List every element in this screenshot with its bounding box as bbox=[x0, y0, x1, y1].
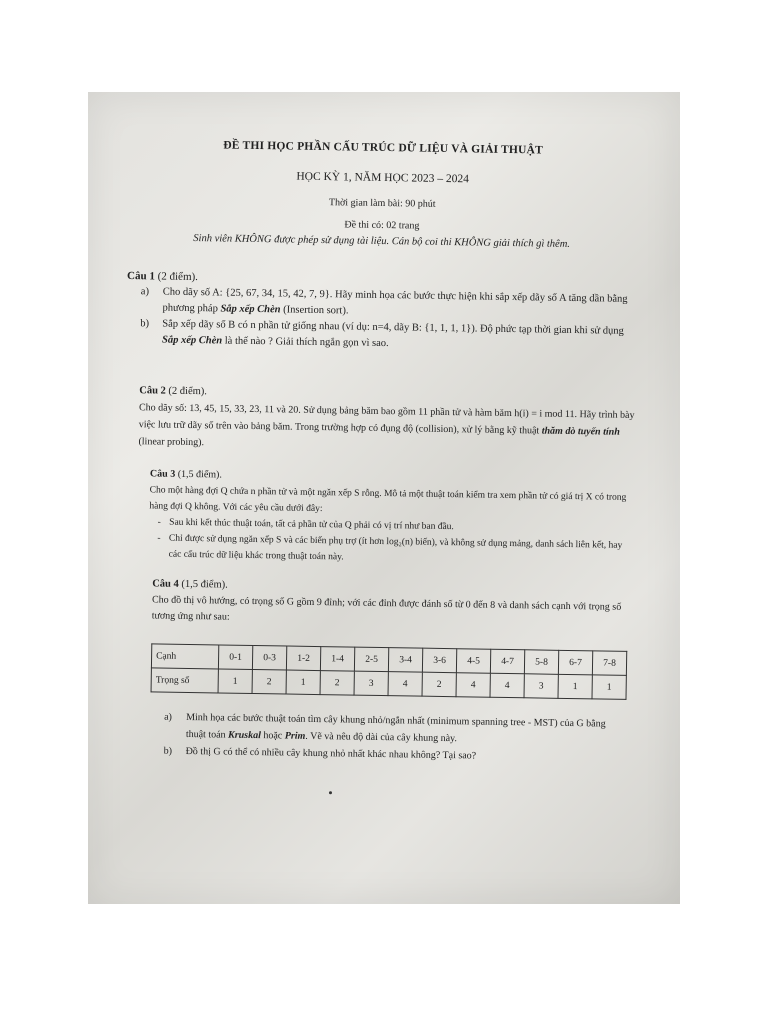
question-3-bullet: - Chỉ được sử dụng ngăn xếp S và các biến phụ trợ (ít hơn log₂(n) biến), và không sử dụng mảng, danh sách liên kết, hay các cấu trúc dữ liệu khác trong thuật toán này. bbox=[149, 530, 633, 570]
edge-cell: 4-5 bbox=[456, 649, 490, 674]
weight-cell: 1 bbox=[592, 675, 626, 700]
question-4b-text: Đồ thị G có thể có nhiều cây khung nhỏ nhất khác nhau không? Tại sao? bbox=[185, 745, 477, 762]
question-4a-prim: Prim bbox=[284, 730, 306, 742]
exam-semester: HỌC KỲ 1, NĂM HỌC 2023 – 2024 bbox=[296, 170, 469, 186]
question-3-points: (1,5 điểm). bbox=[177, 468, 223, 481]
exam-sheet bbox=[88, 92, 680, 904]
question-2-text-end: (linear probing). bbox=[138, 436, 205, 449]
exam-photo bbox=[88, 92, 680, 904]
question-3-label: Câu 3 bbox=[149, 468, 176, 480]
edge-cell: 4-7 bbox=[490, 649, 524, 674]
exam-duration: Thời gian làm bài: 90 phút bbox=[328, 197, 436, 210]
question-1b-text-end: là thế nào ? Giải thích ngắn gọn vì sao. bbox=[222, 335, 389, 350]
weight-cell: 3 bbox=[524, 674, 558, 699]
question-1b-label: b) bbox=[140, 318, 150, 330]
edge-cell: 0-3 bbox=[252, 646, 286, 671]
question-4a-kruskal: Kruskal bbox=[228, 729, 261, 742]
question-1-label: Câu 1 bbox=[126, 269, 155, 283]
question-1a-emphasis: Sắp xếp Chèn bbox=[220, 303, 281, 316]
question-4a-label: a) bbox=[164, 711, 173, 723]
weight-cell: 4 bbox=[456, 673, 490, 698]
question-1b-emphasis: Sắp xếp Chèn bbox=[161, 334, 223, 347]
edge-cell: 6-7 bbox=[558, 650, 592, 675]
edge-cell: 2-5 bbox=[354, 647, 388, 672]
question-3-bullet-text: Sau khi kết thúc thuật toán, tất cả phần tử của Q phải có vị trí như ban đầu. bbox=[169, 517, 454, 533]
edge-weight-table bbox=[151, 643, 628, 699]
ink-dot bbox=[329, 791, 332, 794]
question-3-bullet-text: Chỉ được sử dụng ngăn xếp S và các biến phụ trợ (ít hơn log₂(n) biến), và không sử dụng mảng, danh sách liên kết, hay các cấu trúc dữ liệu khác trong thuật toán này. bbox=[168, 533, 623, 563]
question-4b-label: b) bbox=[163, 745, 173, 757]
question-4a-text: Minh họa các bước thuật toán tìm cây khung nhỏ/ngắn nhất (minimum spanning tree - MST) của G bằng thuật toán bbox=[185, 711, 606, 741]
question-2-points: (2 điểm). bbox=[168, 385, 208, 398]
question-1a-label: a) bbox=[140, 286, 150, 298]
weight-cell: 4 bbox=[490, 673, 524, 698]
edge-cell: 5-8 bbox=[524, 650, 558, 675]
weight-row-header: Trọng số bbox=[151, 668, 218, 693]
edge-cell: 1-2 bbox=[286, 646, 320, 671]
question-1b bbox=[140, 316, 636, 356]
weight-cell: 2 bbox=[320, 671, 354, 696]
exam-page-count: Đề thi có: 02 trang bbox=[344, 219, 420, 232]
question-4-parts bbox=[163, 709, 624, 767]
edge-cell: 3-6 bbox=[422, 648, 456, 673]
question-3-text: Cho một hàng đợi Q chứa n phần tử và một ngăn xếp S rỗng. Mô tả một thuật toán kiểm tra xem phần tử có giá trị X có trong hàng đợi Q không. Với các yêu cầu dưới đây: bbox=[149, 485, 627, 515]
question-4a-or: hoặc bbox=[260, 730, 285, 742]
question-3-bullet: - Sau khi kết thúc thuật toán, tất cả phần tử của Q phải có vị trí như ban đầu. bbox=[149, 514, 633, 538]
question-4 bbox=[152, 576, 633, 632]
weight-cell: 1 bbox=[558, 674, 592, 699]
weight-cell: 3 bbox=[354, 671, 388, 696]
edge-cell: 3-4 bbox=[388, 648, 422, 673]
exam-rules-note: Sinh viên KHÔNG được phép sử dụng tài liệu. Cán bộ coi thi KHÔNG giải thích gì thêm. bbox=[193, 233, 571, 250]
question-2-body bbox=[138, 399, 635, 458]
edge-cell: 1-4 bbox=[320, 647, 354, 672]
question-1a-text-end: (Insertion sort). bbox=[280, 304, 349, 317]
question-2-emphasis: thăm dò tuyến tính bbox=[541, 425, 620, 438]
question-4-points: (1,5 điểm). bbox=[181, 578, 228, 591]
weight-cell: 1 bbox=[218, 669, 252, 694]
question-4-text: Cho đồ thị vô hướng, có trọng số G gồm 9 đỉnh; với các đỉnh được đánh số từ 0 đến 8 và danh sách cạnh với trọng số tương ứng như sau: bbox=[151, 594, 622, 623]
exam-title: ĐỀ THI HỌC PHẦN CẤU TRÚC DỮ LIỆU VÀ GIẢI THUẬT bbox=[223, 139, 544, 157]
weight-cell: 2 bbox=[252, 670, 286, 695]
edge-cell: 7-8 bbox=[592, 651, 626, 676]
weight-cell: 4 bbox=[388, 672, 422, 697]
weight-cell: 1 bbox=[286, 670, 320, 695]
edge-cell: 0-1 bbox=[218, 645, 252, 670]
question-4a-text-end: . Vẽ và nêu độ dài của cây khung này. bbox=[305, 730, 458, 745]
question-2-text: Cho dãy số: 13, 45, 15, 33, 23, 11 và 20. Sử dụng bảng băm bao gồm 11 phần tử và hàm băm h(i) = i mod 11. Hãy trình bày việc lưu trữ dãy số trên vào bảng băm. Trong trường hợp có đụng độ (collision), xử lý bằng kỹ thuật bbox=[138, 402, 635, 437]
question-2 bbox=[138, 382, 635, 458]
question-1a-text: Cho dãy số A: {25, 67, 34, 15, 42, 7, 9}. Hãy minh họa các bước thực hiện khi sắp xếp dãy số A tăng dần bằng phương pháp bbox=[162, 286, 628, 315]
question-4-label: Câu 4 bbox=[152, 578, 179, 590]
question-3 bbox=[149, 466, 634, 570]
weight-cell: 2 bbox=[422, 672, 456, 697]
question-1-points: (2 điểm). bbox=[157, 270, 199, 284]
question-2-label: Câu 2 bbox=[139, 385, 166, 397]
question-1b-text: Sắp xếp dãy số B có n phần tử giống nhau (ví dụ: n=4, dãy B: {1, 1, 1, 1}). Độ phức tạp thời gian khi sử dụng bbox=[162, 318, 624, 337]
question-1 bbox=[126, 268, 637, 356]
edge-row-header: Cạnh bbox=[151, 644, 218, 669]
